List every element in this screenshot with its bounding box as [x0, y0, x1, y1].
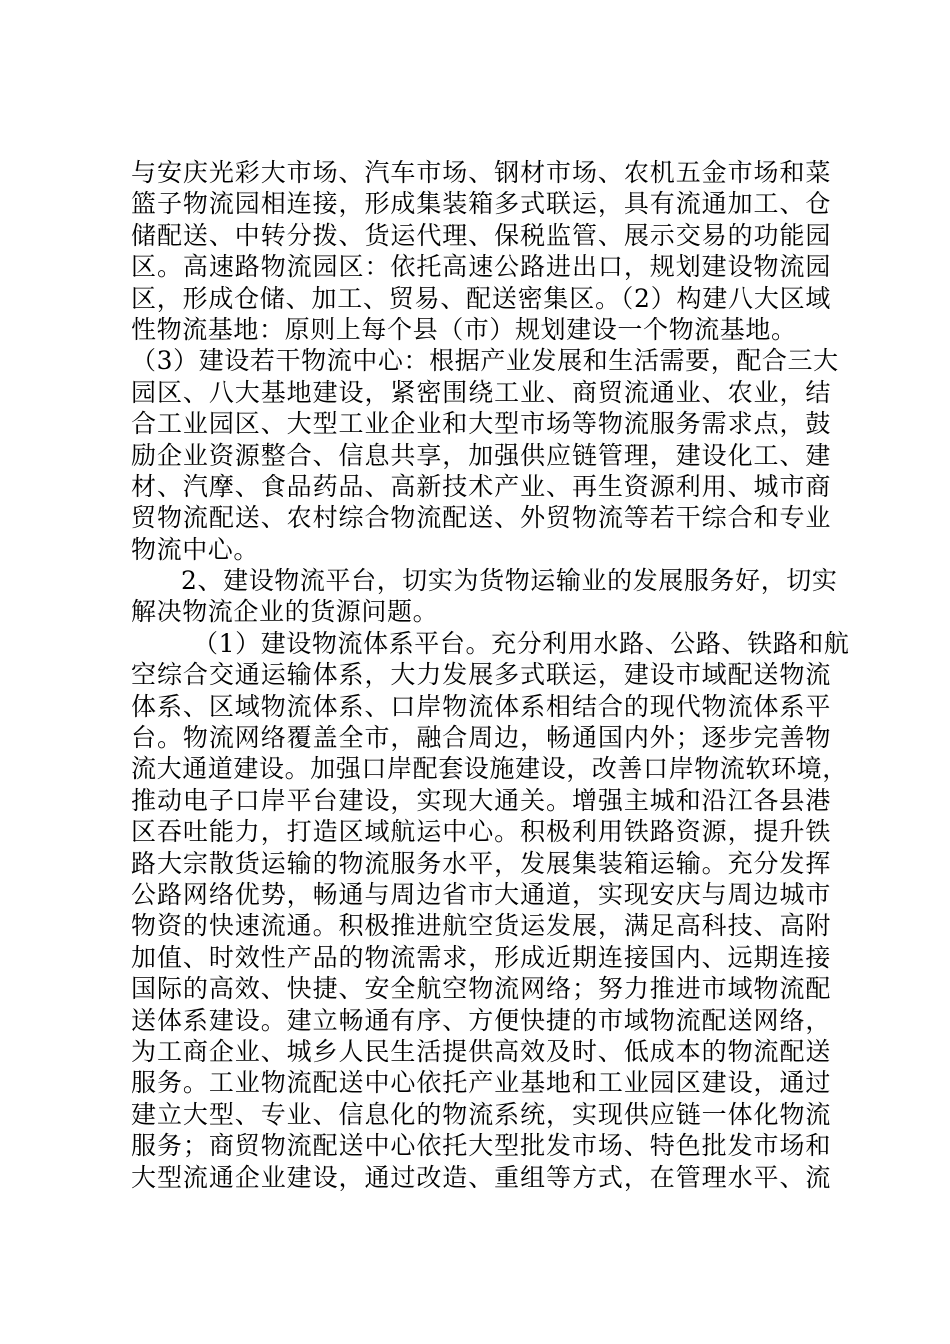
text-line: 国际的高效、快捷、安全航空物流网络；努力推进市域物流配	[131, 974, 831, 1004]
text-line: 区。高速路物流园区：依托高速公路进出口，规划建设物流园	[131, 252, 831, 282]
text-line: 储配送、中转分拨、货运代理、保税监管、展示交易的功能园	[131, 220, 831, 250]
text-line: 材、汽摩、食品药品、高新技术产业、再生资源利用、城市商	[131, 471, 831, 501]
text-line: 解决物流企业的货源问题。	[131, 597, 439, 627]
text-line: 区，形成仓储、加工、贸易、配送密集区。（2）构建八大区域	[131, 283, 831, 313]
text-line: 送体系建设。建立畅通有序、方便快捷的市域物流配送网络，	[131, 1005, 831, 1035]
text-line: 与安庆光彩大市场、汽车市场、钢材市场、农机五金市场和菜	[131, 158, 831, 187]
text-line: 服务；商贸物流配送中心依托大型批发市场、特色批发市场和	[131, 1131, 831, 1161]
text-line: 2、建设物流平台，切实为货物运输业的发展服务好，切实	[181, 566, 838, 596]
text-line: 篮子物流园相连接，形成集装箱多式联运，具有流通加工、仓	[131, 189, 831, 219]
text-line: 励企业资源整合、信息共享，加强供应链管理，建设化工、建	[131, 440, 831, 470]
text-line: 体系、区域物流体系、口岸物流体系相结合的现代物流体系平	[131, 691, 831, 721]
text-line: 园区、八大基地建设，紧密围绕工业、商贸流通业、农业，结	[131, 377, 831, 407]
text-line: 合工业园区、大型工业企业和大型市场等物流服务需求点，鼓	[131, 409, 831, 439]
text-line: 为工商企业、城乡人民生活提供高效及时、低成本的物流配送	[131, 1036, 831, 1066]
text-line: 流大通道建设。加强口岸配套设施建设，改善口岸物流软环境，	[131, 754, 848, 784]
text-line: 物资的快速流通。积极推进航空货运发展，满足高科技、高附	[131, 911, 831, 941]
text-line: （1）建设物流体系平台。充分利用水路、公路、铁路和航	[193, 628, 850, 658]
text-line: 推动电子口岸平台建设，实现大通关。增强主城和沿江各县港	[131, 785, 831, 815]
text-line: 路大宗散货运输的物流服务水平，发展集装箱运输。充分发挥	[131, 848, 831, 878]
text-line: 空综合交通运输体系，大力发展多式联运，建设市域配送物流	[131, 660, 831, 690]
text-line: 贸物流配送、农村综合物流配送、外贸物流等若干综合和专业	[131, 503, 831, 533]
text-line: （3）建设若干物流中心：根据产业发展和生活需要，配合三大	[131, 346, 839, 376]
body-text	[131, 157, 850, 1193]
text-line: 服务。工业物流配送中心依托产业基地和工业园区建设，通过	[131, 1068, 831, 1098]
text-line: 建立大型、专业、信息化的物流系统，实现供应链一体化物流	[131, 1099, 831, 1129]
text-line: 公路网络优势，畅通与周边省市大通道，实现安庆与周边城市	[131, 879, 831, 909]
text-line: 大型流通企业建设，通过改造、重组等方式，在管理水平、流	[131, 1162, 831, 1192]
text-line: 加值、时效性产品的物流需求，形成近期连接国内、远期连接	[131, 942, 831, 972]
text-line: 区吞吐能力，打造区域航运中心。积极利用铁路资源，提升铁	[131, 817, 831, 847]
text-line: 物流中心。	[131, 534, 260, 564]
text-line: 性物流基地：原则上每个县（市）规划建设一个物流基地。	[131, 314, 797, 344]
text-line: 台。物流网络覆盖全市，融合周边，畅通国内外；逐步完善物	[131, 723, 831, 753]
